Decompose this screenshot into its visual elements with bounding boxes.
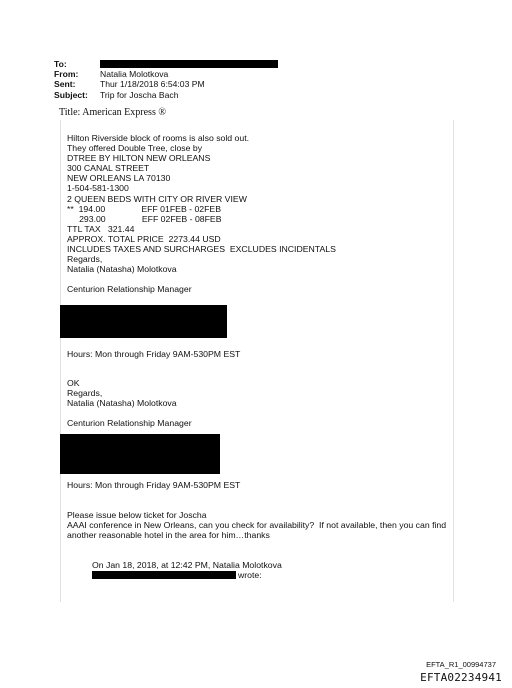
text-line: 300 CANAL STREET xyxy=(67,163,150,174)
text-line: 293.00 EFF 02FEB - 08FEB xyxy=(67,213,222,224)
redacted-signature-1 xyxy=(60,305,227,338)
text-line: ** 194.00 EFF 01FEB - 02FEB xyxy=(67,203,222,214)
text-line: Natalia (Natasha) Molotkova xyxy=(67,398,177,409)
subject-value: Trip for Joscha Bach xyxy=(100,89,179,100)
text-line: 2 QUEEN BEDS WITH CITY OR RIVER VIEW xyxy=(67,193,247,204)
from-row xyxy=(54,69,278,79)
text-line: They offered Double Tree, close by xyxy=(67,143,203,154)
text-line: OK xyxy=(67,378,80,388)
from-label: From: xyxy=(54,69,79,80)
text-line: INCLUDES TAXES AND SURCHARGES EXCLUDES INCIDENTALS xyxy=(67,244,336,255)
to-row xyxy=(54,59,278,69)
text-line: Hilton Riverside block of rooms is also sold out. xyxy=(67,133,250,143)
text-line: another reasonable hotel in the area for him…thanks xyxy=(67,530,270,541)
ok-reply-block xyxy=(67,378,192,428)
efta-id-small: EFTA_R1_00994737 xyxy=(426,660,496,669)
text-line: Natalia (Natasha) Molotkova xyxy=(67,264,177,275)
hours-line-1: Hours: Mon through Friday 9AM-530PM EST xyxy=(67,349,241,359)
text-line xyxy=(67,408,192,418)
hours-line-2: Hours: Mon through Friday 9AM-530PM EST xyxy=(67,480,241,490)
sent-value: Thur 1/18/2018 6:54:03 PM xyxy=(100,79,205,90)
title-line: Title: American Express ® xyxy=(59,107,166,118)
request-block xyxy=(67,510,446,540)
text-line: Centurion Relationship Manager xyxy=(67,284,192,295)
email-header xyxy=(54,59,278,100)
from-value: Natalia Molotkova xyxy=(100,69,169,80)
text-line: Please issue below ticket for Joscha xyxy=(67,510,207,520)
redacted-email-address xyxy=(92,571,236,579)
sent-row xyxy=(54,79,278,89)
text-line: AAAI conference in New Orleans, can you check for availability? If not available, then you can find xyxy=(67,520,447,531)
text-line xyxy=(67,274,336,284)
quote-line: On Jan 18, 2018, at 12:42 PM, Natalia Molotkova xyxy=(92,560,282,570)
hotel-details-block xyxy=(67,133,336,295)
text-line: NEW ORLEANS LA 70130 xyxy=(67,173,171,184)
efta-id-large: EFTA02234941 xyxy=(420,671,502,684)
text-line: Centurion Relationship Manager xyxy=(67,418,192,429)
text-line: DTREE BY HILTON NEW ORLEANS xyxy=(67,153,211,164)
subject-row xyxy=(54,90,278,100)
subject-label: Subject: xyxy=(54,89,88,100)
text-line: 1-504-581-1300 xyxy=(67,183,129,194)
sent-label: Sent: xyxy=(54,79,76,90)
text-line: APPROX. TOTAL PRICE 2273.44 USD xyxy=(67,233,221,244)
to-label: To: xyxy=(54,59,67,69)
text-line: Regards, xyxy=(67,254,103,265)
text-line: Regards, xyxy=(67,388,103,399)
redacted-signature-2 xyxy=(60,434,220,474)
text-line: TTL TAX 321.44 xyxy=(67,223,135,234)
redacted-recipient xyxy=(100,60,278,68)
quote-wrote: wrote: xyxy=(238,570,262,580)
